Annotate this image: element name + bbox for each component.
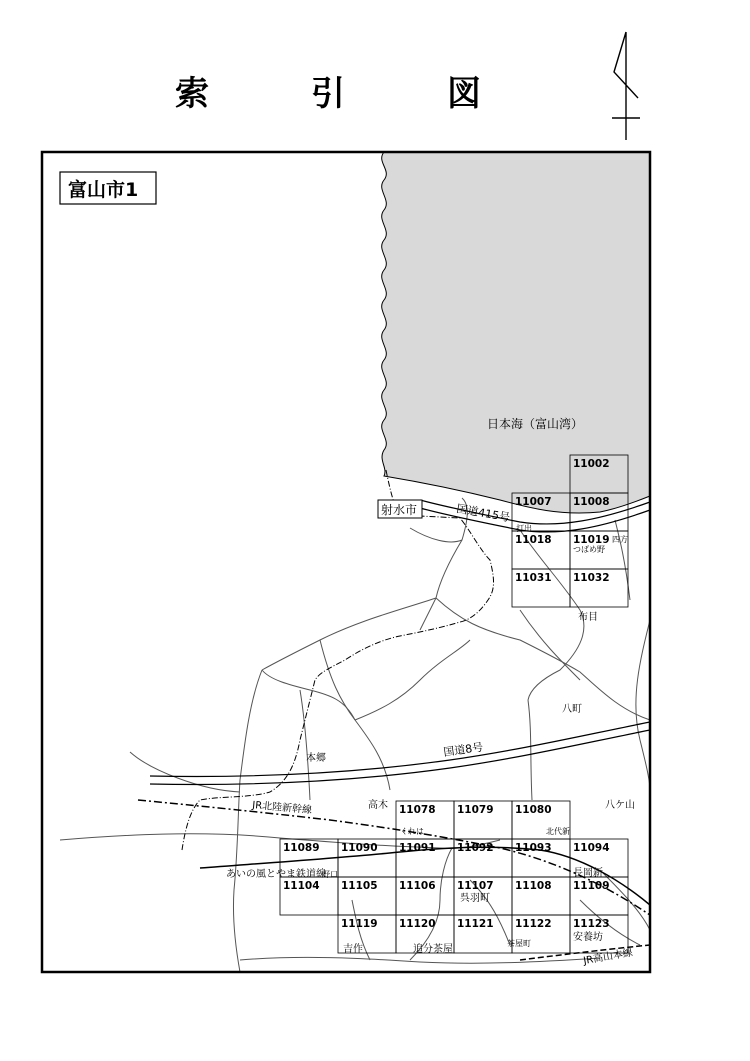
grid-cell-number: 11092 <box>457 842 494 854</box>
ainokaze-label: あいの風とやま鉄道線 <box>226 869 326 880</box>
place-label: くれは <box>400 827 424 836</box>
grid-cell[interactable] <box>512 877 570 915</box>
grid-cell-number: 11105 <box>341 880 378 892</box>
grid-cell-number: 11007 <box>515 496 552 508</box>
place-label: 布目 <box>578 612 598 623</box>
place-label: 高木 <box>368 800 388 811</box>
grid-cell[interactable] <box>512 531 570 569</box>
sea-label: 日本海（富山湾） <box>487 417 584 431</box>
place-label: 打出 <box>516 524 532 533</box>
grid-cell[interactable] <box>338 877 396 915</box>
place-label: 八ケ山 <box>605 800 635 811</box>
grid-cell[interactable] <box>280 877 338 915</box>
place-label: 吉作 <box>343 944 363 955</box>
grid-cell[interactable] <box>396 877 454 915</box>
grid-cell-number: 11122 <box>515 918 552 930</box>
place-label: つばめ野 <box>573 545 605 554</box>
city-label-box <box>378 500 422 518</box>
area-badge-text: 富山市1 <box>68 179 139 201</box>
grid-cell-number: 11107 <box>457 880 494 892</box>
grid-cell-number: 11078 <box>399 804 436 816</box>
place-label: 茶屋町 <box>507 939 531 948</box>
grid-cell-number: 11002 <box>573 458 610 470</box>
grid-cell[interactable] <box>454 839 512 877</box>
page-title: 索 引 図 <box>175 74 515 114</box>
area-badge <box>60 172 156 204</box>
grid-cell-number: 11080 <box>515 804 552 816</box>
grid-cell-number: 11106 <box>399 880 436 892</box>
grid-cell-number: 11008 <box>573 496 610 508</box>
route415-label: 国道415号 <box>455 502 511 525</box>
city-label: 射水市 <box>381 503 418 517</box>
grid-cell-number: 11031 <box>515 572 552 584</box>
place-label: 野口 <box>322 870 338 879</box>
grid-cell-number: 11104 <box>283 880 320 892</box>
grid-cell-number: 11108 <box>515 880 552 892</box>
place-label: 本郷 <box>306 753 326 764</box>
grid-cell-number: 11123 <box>573 918 610 930</box>
route8-road <box>150 722 650 784</box>
place-label: 八町 <box>562 704 582 715</box>
grid-cell-number: 11091 <box>399 842 436 854</box>
takayama-label: JR高山本線 <box>582 947 634 967</box>
grid-cell-number: 11090 <box>341 842 378 854</box>
place-label: 四方 <box>612 535 628 544</box>
grid-cell[interactable] <box>396 839 454 877</box>
grid-cell-number: 11120 <box>399 918 436 930</box>
grid-cell-number: 11109 <box>573 880 610 892</box>
grid-cell[interactable] <box>570 569 628 607</box>
place-label: 呉羽町 <box>460 893 490 904</box>
grid-cell-number: 11032 <box>573 572 610 584</box>
grid-cell[interactable] <box>512 569 570 607</box>
grid-cell-number: 11079 <box>457 804 494 816</box>
shinkansen-label: JR北陸新幹線 <box>251 800 313 817</box>
grid-cell[interactable] <box>454 801 512 839</box>
grid-cell-number: 11121 <box>457 918 494 930</box>
grid-cell-number: 11018 <box>515 534 552 546</box>
grid-cell-number: 11093 <box>515 842 552 854</box>
city-boundary <box>182 470 494 850</box>
place-label: 安養坊 <box>573 932 603 943</box>
grid-cell[interactable] <box>338 839 396 877</box>
place-label: 追分茶屋 <box>413 944 453 955</box>
grid-cell[interactable] <box>512 839 570 877</box>
grid-cell-number: 11094 <box>573 842 610 854</box>
grid-cell-number: 11089 <box>283 842 320 854</box>
grid-cell-number: 11019 <box>573 534 610 546</box>
grid-cell[interactable] <box>454 915 512 953</box>
place-label: 北代新 <box>546 827 570 836</box>
sea-area <box>382 152 650 513</box>
route8-label: 国道8号 <box>442 740 485 759</box>
place-label: 長岡新 <box>573 868 603 879</box>
grid-cell-number: 11119 <box>341 918 378 930</box>
